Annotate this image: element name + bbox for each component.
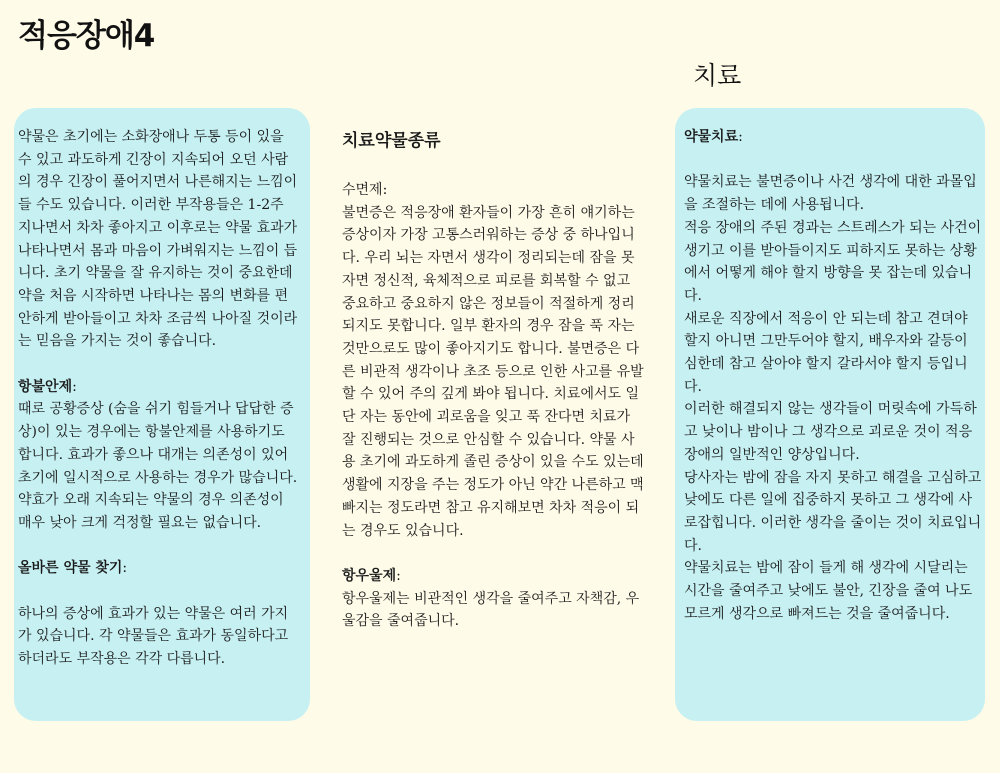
sleeping-pill-label: 수면제: (342, 182, 388, 198)
medication-types-title: 치료약물종류 (342, 131, 441, 151)
right-panel (675, 108, 985, 721)
drug-therapy-paragraph-4: 이러한 해결되지 않는 생각들이 머릿속에 가득하고 낮이나 밤이나 그 생각으로 괴로운 것이 적응장애의 일반적인 양상입니다. (684, 401, 977, 463)
antidepressant-text: 항우울제는 비관적인 생각을 줄여주고 자책감, 우울감을 줄여줍니다. (342, 590, 640, 630)
drug-therapy-paragraph-3: 새로운 직장에서 적응이 안 되는데 참고 견뎌야 할지 아니면 그만두어야 할지, 배우자와 갈등이 심한데 참고 살아야 할지 갈라서야 할지 등입니다. (684, 310, 968, 395)
find-medication-text: 하나의 증상에 효과가 있는 약물은 여러 가지가 있습니다. 각 약물들은 효과가 동일하다고 하더라도 부작용은 각각 다릅니다. (18, 605, 289, 668)
drug-therapy-paragraph-1: 약물치료는 불면증이나 사건 생각에 대한 과몰입을 조절하는 데에 사용됩니다. (684, 174, 977, 214)
drug-therapy-label: 약물치료 (684, 129, 739, 145)
find-medication-colon: : (122, 560, 128, 577)
section-heading: 치료 (693, 61, 742, 90)
medication-side-effects-text: 약물은 초기에는 소화장애나 두통 등이 있을 수 있고 과도하게 긴장이 지속되어 오던 사람의 경우 긴장이 풀어지면서 나른해지는 느낌이 들 수도 있습니다. 이러한 부작용들은 1-2주 지나면서 차차 좋아지고 이후로는 약물 효과가 나타나면서 몸과 마음이 가벼워지는 느낌이 듭니다. 초기 약물을 잘 유지하는 것이 중요한데 약을 처음 시작하면 나타나는 몸의 변화를 편안하게 받아들이고 차차 조금씩 나아질 것이라는 믿음을 가지는 것이 좋습니다. (18, 129, 298, 350)
find-medication-label: 올바른 약물 찾기 (18, 560, 123, 577)
middle-column (342, 126, 648, 633)
anxiolytic-colon: : (72, 378, 77, 395)
find-medication-heading (18, 557, 300, 580)
drug-therapy-heading (684, 126, 983, 149)
anxiolytic-heading (18, 376, 300, 399)
antidepressant-colon: : (396, 567, 401, 584)
drug-therapy-paragraph-5: 당사자는 밤에 잠을 자지 못하고 해결을 고심하고 낮에도 다른 일에 집중하지 못하고 그 생각에 사로잡힙니다. 이러한 생각을 줄이는 것이 치료입니다. (684, 469, 982, 554)
drug-therapy-colon: : (738, 129, 743, 145)
drug-therapy-paragraph-6: 약물치료는 밤에 잠이 들게 해 생각에 시달리는 시간을 줄여주고 낮에도 불안, 긴장을 줄여 나도 모르게 생각으로 빠져드는 것을 줄여줍니다. (684, 560, 973, 622)
antidepressant-label: 항우울제 (342, 567, 397, 584)
page-title: 적응장애4 (18, 18, 155, 54)
left-panel (14, 108, 310, 721)
sleeping-pill-text: 불면증은 적응장애 환자들이 가장 흔히 얘기하는 증상이자 가장 고통스러워하는 증상 중 하나입니다. 우리 뇌는 자면서 생각이 정리되는데 잠을 못 자면 정신적, 육체적으로 피로를 회복할 수 없고 중요하고 중요하지 않은 정보들이 적절하게 정리되지도 못합니다. 일부 환자의 경우 잠을 푹 자는 것만으로도 많이 좋아지기도 합니다. 불면증은 다른 비관적 생각이나 초조 등으로 인한 사고를 유발할 수 있어 주의 깊게 봐야 됩니다. 치료에서도 일단 자는 동안에 괴로움을 잊고 푹 잔다면 치료가 잘 진행되는 것으로 안심할 수 있습니다. 약물 사용 초기에 과도하게 졸린 증상이 있을 수도 있는데 생활에 지장을 주는 정도가 아닌 약간 나른하고 맥 빠지는 정도라면 참고 유지해보면 차차 적응이 되는 경우도 있습니다. (342, 204, 644, 539)
anxiolytic-label: 항불안제 (18, 378, 73, 395)
drug-therapy-paragraph-2: 적응 장애의 주된 경과는 스트레스가 되는 사건이 생기고 이를 받아들이지도 피하지도 못하는 상황에서 어떻게 해야 할지 방향을 못 잡는데 있습니다. (684, 219, 982, 304)
antidepressant-heading (342, 565, 648, 588)
anxiolytic-text: 때로 공황증상 (숨을 쉬기 힘들거나 답답한 증상)이 있는 경우에는 항불안제를 사용하기도 합니다. 효과가 좋으나 대개는 의존성이 있어 초기에 일시적으로 사용하는 경우가 많습니다. 약효가 오래 지속되는 약물의 경우 의존성이 매우 낮아 크게 걱정할 필요는 없습니다. (18, 401, 298, 531)
